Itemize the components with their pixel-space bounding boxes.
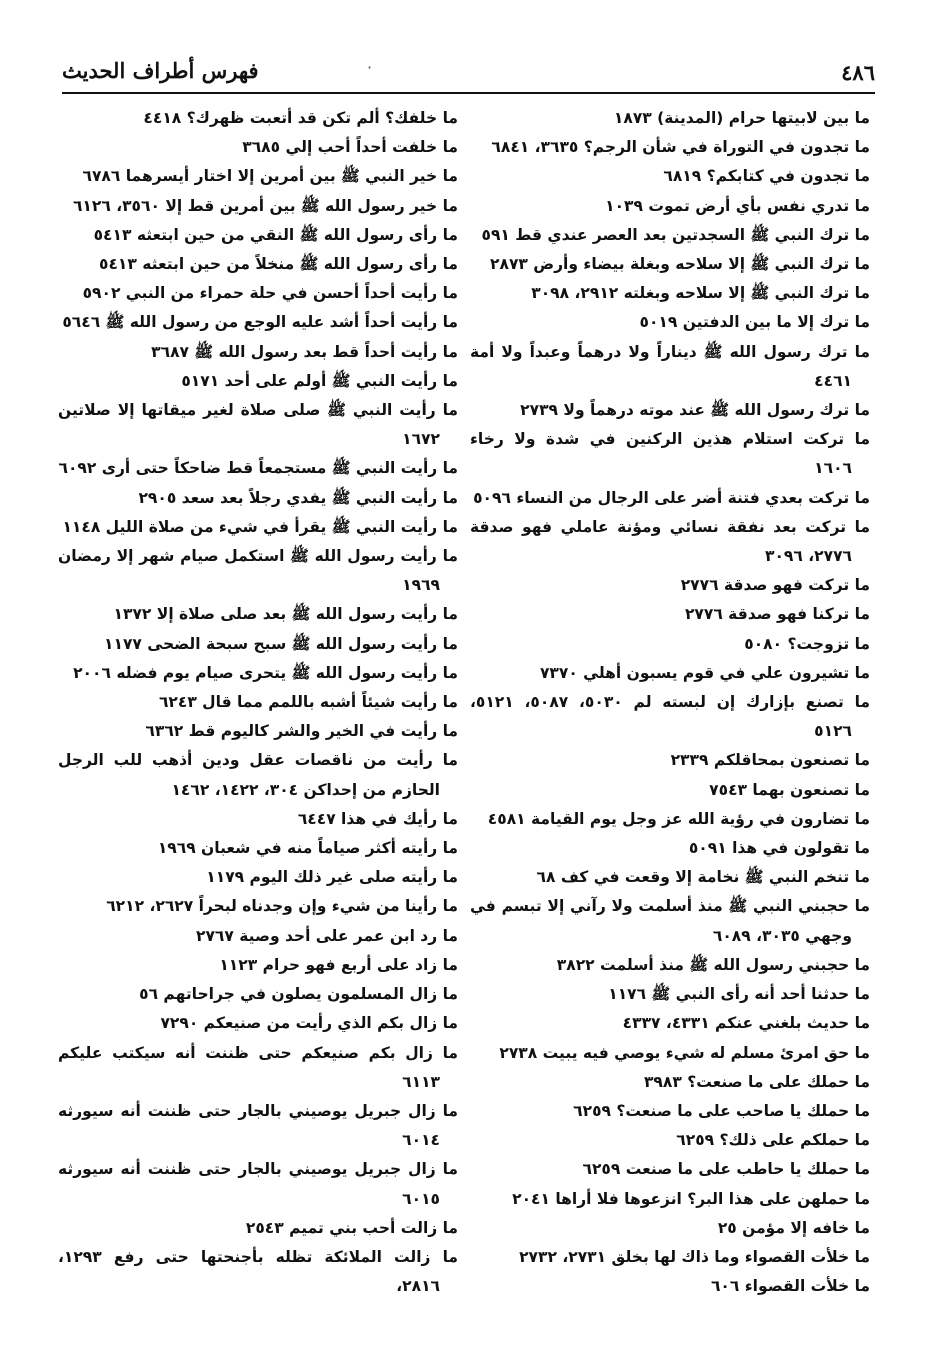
index-entry: ما رأيت النبي ﷺ يقرأ في شيء من صلاة الليل ١١٤٨	[62, 517, 458, 536]
index-entry: ما تركت فهو صدقة ٢٧٧٦	[680, 576, 870, 595]
index-entry: ما زال بكم الذي رأيت من صنيعكم ٧٢٩٠	[160, 1014, 458, 1033]
index-entry: ما حجبني رسول الله ﷺ منذ أسلمت ٣٨٢٢	[556, 955, 870, 974]
index-entry: ما تجدون في التوراة في شأن الرجم؟ ٣٦٣٥، ٦٨٤١	[491, 138, 870, 157]
index-entry: ما رأيت رسول الله ﷺ يتحرى صيام يوم فضله ٢٠٠٦	[73, 663, 458, 682]
index-entry: ما رأيت أحداً أشد عليه الوجع من رسول الله ﷺ ٥٦٤٦	[62, 313, 458, 332]
index-entry: ما بين لابيتها حرام (المدينة) ١٨٧٣	[613, 109, 870, 127]
index-entry: ما حملك يا حاطب على ما صنعت ٦٢٥٩	[582, 1160, 870, 1179]
header-dot: ·	[367, 58, 373, 77]
index-entry: ما رأيت أحداً أحسن في حلة حمراء من النبي ٥٩٠٢	[82, 284, 458, 303]
index-entry: ما حملك على ما صنعت؟ ٣٩٨٣	[643, 1072, 870, 1091]
index-entry: ما زال المسلمون يصلون في جراحاتهم ٥٦	[139, 985, 458, 1004]
index-entry: ما رد ابن عمر على أحد وصية ٢٧٦٧	[196, 926, 458, 945]
index-entry: ما تشيرون علي في قوم يسبون أهلي ٧٣٧٠	[539, 663, 870, 682]
index-entry: ما رأيت من ناقصات عقل ودين أذهب للب الرجل الحازم من إحداكن ٣٠٤، ١٤٢٢، ١٤٦٢	[58, 751, 458, 799]
index-entry: ما ترك النبي ﷺ السجدتين بعد العصر عندي قط ٥٩١	[481, 225, 870, 244]
index-entry: ما تركت بعدي فتنة أضر على الرجال من النساء ٥٠٩٦	[473, 488, 870, 507]
index-entry: ما حق امرئ مسلم له شيء يوصي فيه يبيت ٢٧٣٨	[499, 1043, 870, 1062]
index-entry: ما رأيت النبي ﷺ صلى صلاة لغير ميقاتها إلا صلاتين ١٦٧٢	[58, 401, 458, 449]
page-number: ٤٨٦	[841, 60, 875, 85]
index-entry: ما حدثنا أحد أنه رأى النبي ﷺ ١١٧٦	[608, 985, 870, 1004]
index-entry: ما تصنعون بهما ٧٥٤٣	[709, 780, 870, 799]
index-entry: ما رأيت رسول الله ﷺ بعد صلى صلاة إلا ١٣٧٢	[113, 605, 458, 624]
index-entry: ما حديث بلغني عنكم ٤٣٣١، ٤٣٣٧	[622, 1014, 870, 1033]
index-entry: ما خافه إلا مؤمن ٢٥	[717, 1218, 870, 1237]
right-column	[470, 104, 870, 1301]
running-title: فهرس أطراف الحديث	[62, 58, 259, 83]
index-entry: ما زالت أحب بني تميم ٢٥٤٣	[245, 1218, 458, 1237]
index-entry: ما زال بكم صنيعكم حتى ظننت أنه سيكتب عليكم ٦١١٣	[58, 1043, 458, 1091]
index-entry: ما حملك يا صاحب على ما صنعت؟ ٦٢٥٩	[573, 1101, 870, 1120]
index-entry: ما رأيت النبي ﷺ مستجمعاً قط ضاحكاً حتى أرى ٦٠٩٢	[58, 459, 458, 478]
index-entry: ما تزوجت؟ ٥٠٨٠	[744, 634, 870, 653]
index-entry: ما تجدون في كتابكم؟ ٦٨١٩	[663, 167, 870, 186]
index-entry: ما تنخم النبي ﷺ نخامة إلا وقعت في كف ٦٨	[536, 868, 870, 887]
index-entry: ما رأيت رسول الله ﷺ استكمل صيام شهر إلا رمضان ١٩٦٩	[58, 547, 458, 595]
index-entry: ما خلأت القصواء ٦٠٦	[710, 1277, 870, 1296]
index-entry: ما ترك إلا ما بين الدفتين ٥٠١٩	[639, 313, 870, 332]
index-entry: ما رأيته أكثر صياماً منه في شعبان ١٩٦٩	[157, 839, 458, 858]
index-entry: ما رأيت في الخير والشر كاليوم قط ٦٣٦٢	[145, 722, 458, 741]
index-entry: ما زال جبريل يوصيني بالجار حتى ظننت أنه سيورثه ٦٠١٤	[58, 1101, 458, 1150]
index-entry: ما حملهن على هذا البر؟ انزعوها فلا أراها ٢٠٤١	[512, 1189, 870, 1208]
index-entry: ما رأى رسول الله ﷺ منخلاً من حين ابتعثه ٥٤١٣	[99, 255, 458, 274]
index-entry: ما رأيته صلى غير ذلك اليوم ١١٧٩	[206, 868, 458, 887]
page-header	[62, 52, 875, 94]
index-entry: ما خلفت أحداً أحب إلي ٣٦٨٥	[242, 138, 458, 157]
index-entry: ما رأيت شيئاً أشبه باللمم مما قال ٦٢٤٣	[158, 693, 458, 712]
index-entry: ما رأيت أحداً قط بعد رسول الله ﷺ ٣٦٨٧	[151, 342, 458, 361]
index-entry: ما حملكم على ذلك؟ ٦٢٥٩	[676, 1131, 870, 1150]
index-entry: ما ترك رسول الله ﷺ ديناراً ولا درهماً وعبداً ولا أمة ٤٤٦١	[470, 342, 870, 390]
index-entry: ما ترك رسول الله ﷺ عند موته درهماً ولا ٢٧٣٩	[520, 401, 870, 420]
index-entry: ما خير رسول الله ﷺ بين أمرين قط إلا ٣٥٦٠، ٦١٢٦	[72, 196, 458, 215]
index-entry: ما ترك النبي ﷺ إلا سلاحه وبغلته ٢٩١٢، ٣٠٩٨	[531, 284, 870, 303]
index-entry: ما ترك النبي ﷺ إلا سلاحه وبغلة بيضاء وأرض ٢٨٧٣	[490, 255, 870, 274]
index-entry: ما زاد على أربع فهو حرام ١١٢٣	[219, 955, 458, 974]
index-entry: ما تقولون في هذا ٥٠٩١	[688, 839, 870, 858]
index-entry: ما تركت بعد نفقة نسائي ومؤنة عاملي فهو صدقة ٢٧٧٦، ٣٠٩٦	[470, 517, 870, 566]
index-entry: ما رأى رسول الله ﷺ النقي من حين ابتعثه ٥٤١٣	[93, 225, 458, 244]
index-entry: ما تصنعون بمحاقلكم ٢٣٣٩	[670, 751, 870, 770]
index-entry: ما خلأت القصواء وما ذاك لها بخلق ٢٧٣١، ٢٧٣٢	[519, 1247, 870, 1266]
index-entry: ما تركت استلام هذين الركنين في شدة ولا رخاء ١٦٠٦	[470, 430, 870, 478]
index-entry: ما رأينا من شيء وإن وجدناه لبحراً ٢٦٢٧، ٦٢١٢	[106, 897, 458, 916]
index-entry: ما رأيت النبي ﷺ يفدي رجلاً بعد سعد ٢٩٠٥	[138, 488, 458, 507]
index-entry: ما زال جبريل يوصيني بالجار حتى ظننت أنه سيورثه ٦٠١٥	[58, 1160, 458, 1208]
left-column	[58, 104, 458, 1301]
index-entry: ما تركنا فهو صدقة ٢٧٧٦	[684, 605, 870, 624]
index-entry: ما تضارون في رؤية الله عز وجل يوم القيامة ٤٥٨١	[487, 809, 870, 828]
index-entry: ما تدري نفس بأي أرض تموت ١٠٣٩	[605, 196, 870, 215]
index-entry: ما حجبني النبي ﷺ منذ أسلمت ولا رآني إلا تبسم في وجهي ٣٠٣٥، ٦٠٨٩	[470, 897, 870, 945]
index-entry: ما رأيت النبي ﷺ أولم على أحد ٥١٧١	[181, 371, 458, 390]
index-entry: ما خلفك؟ ألم تكن قد أتعبت ظهرك؟ ٤٤١٨	[143, 109, 458, 127]
index-entry: ما تصنع بإزارك إن لبسته لم ٥٠٣٠، ٥٠٨٧، ٥١٢١، ٥١٢٦	[470, 693, 870, 741]
index-entry: ما رأيت رسول الله ﷺ سبح سبحة الضحى ١١٧٧	[104, 634, 458, 653]
index-entry: ما خير النبي ﷺ بين أمرين إلا اختار أيسرهما ٦٧٨٦	[82, 167, 458, 186]
index-entry: ما رأيك في هذا ٦٤٤٧	[297, 809, 458, 828]
index-entry: ما زالت الملائكة تظله بأجنحتها حتى رفع ١٢٩٣، ٢٨١٦،	[58, 1247, 458, 1296]
